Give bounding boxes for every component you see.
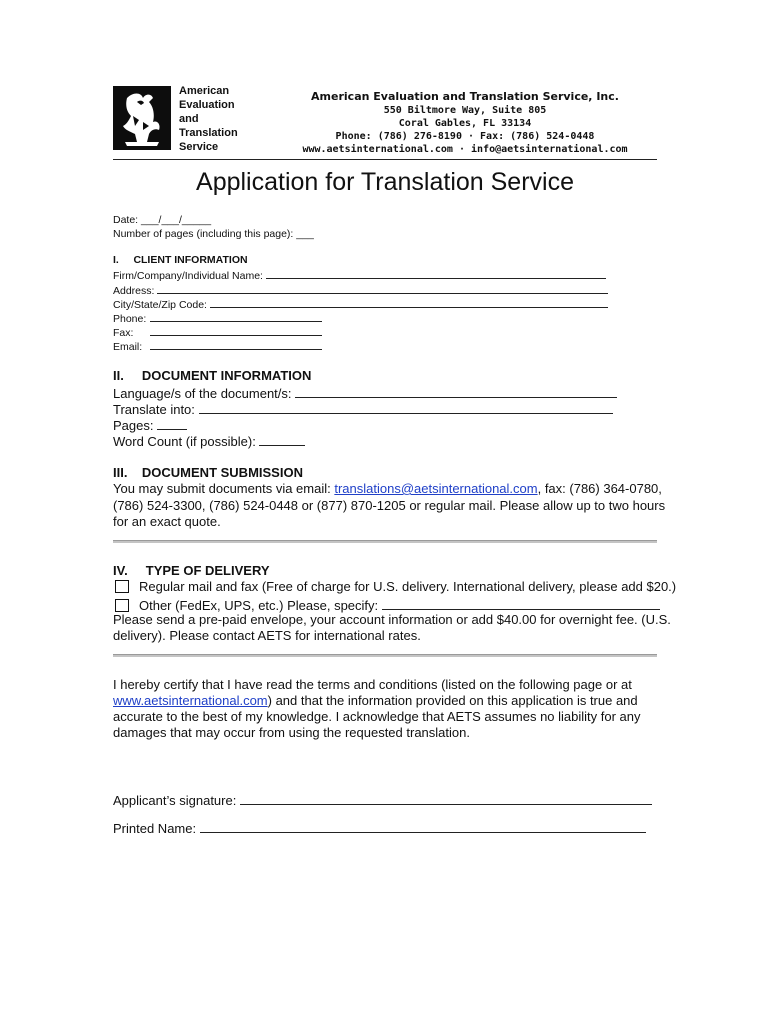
section-divider bbox=[113, 654, 657, 657]
firm-name-row bbox=[113, 267, 606, 283]
submission-text-line1 bbox=[113, 481, 662, 497]
company-name: American Evaluation and Translation Service, Inc. bbox=[311, 90, 619, 103]
delivery-note-line1: Please send a pre-paid envelope, your account information or add $40.00 for overnight fee. (U.S. bbox=[113, 612, 671, 627]
submission-text: You may submit documents via email: bbox=[113, 481, 335, 496]
delivery-note-line2: delivery). Please contact AETS for international rates. bbox=[113, 628, 421, 643]
company-web-email: www.aetsinternational.com · info@aetsinternational.com bbox=[302, 144, 628, 155]
phone-label: Phone: bbox=[113, 313, 147, 325]
logo-line: Translation bbox=[179, 127, 238, 139]
regular-mail-checkbox[interactable] bbox=[115, 580, 129, 593]
page-count-row bbox=[113, 227, 314, 241]
city-state-zip-label: City/State/Zip Code: bbox=[113, 299, 207, 311]
certify-line1: I hereby certify that I have read the terms and conditions (listed on the following page or at bbox=[113, 677, 632, 692]
logo-wordmark bbox=[179, 84, 238, 154]
word-count-label: Word Count (if possible): bbox=[113, 434, 256, 449]
page-title: Application for Translation Service bbox=[196, 168, 574, 196]
section-number: IV. bbox=[113, 563, 128, 578]
company-address-line2: Coral Gables, FL 33134 bbox=[398, 118, 532, 129]
printed-name-label: Printed Name: bbox=[113, 821, 197, 836]
logo-line: and bbox=[179, 113, 199, 125]
phone-field[interactable] bbox=[150, 310, 322, 322]
other-delivery-field[interactable] bbox=[382, 596, 660, 610]
language-field[interactable] bbox=[295, 384, 617, 398]
submission-text-line2: (786) 524-3300, (786) 524-0448 or (877) 870-1205 or regular mail. Please allow up to two hours bbox=[113, 498, 666, 513]
other-delivery-checkbox[interactable] bbox=[115, 599, 129, 612]
pages-field[interactable] bbox=[157, 416, 187, 430]
aets-website-link[interactable]: www.aetsinternational.com bbox=[113, 693, 268, 708]
section-title: CLIENT INFORMATION bbox=[133, 254, 248, 266]
section-number: II. bbox=[113, 368, 124, 383]
address-field[interactable] bbox=[157, 282, 608, 294]
fax-field[interactable] bbox=[150, 324, 322, 336]
printed-name-row bbox=[113, 819, 646, 837]
translate-into-row bbox=[113, 400, 613, 418]
signature-field[interactable] bbox=[240, 791, 652, 805]
certify-line2 bbox=[113, 693, 638, 709]
delivery-section-heading bbox=[113, 563, 270, 579]
delivery-option-regular bbox=[115, 579, 676, 595]
section-title: DOCUMENT SUBMISSION bbox=[141, 465, 303, 480]
email-field[interactable] bbox=[150, 338, 322, 350]
client-section-heading bbox=[113, 253, 248, 267]
firm-name-label: Firm/Company/Individual Name: bbox=[113, 270, 263, 282]
page-count-field[interactable]: ___ bbox=[296, 228, 314, 240]
logo-line: Evaluation bbox=[179, 99, 235, 111]
translations-email-link[interactable]: translations@aetsinternational.com bbox=[334, 481, 538, 496]
address-label: Address: bbox=[113, 285, 155, 297]
section-title: DOCUMENT INFORMATION bbox=[141, 368, 312, 383]
certify-line4: damages that may occur from using the requested translation. bbox=[113, 725, 470, 740]
signature-row bbox=[113, 791, 652, 809]
option-label: Other (FedEx, UPS, etc.) Please, specify: bbox=[139, 598, 379, 613]
date-row bbox=[113, 213, 211, 227]
eagle-logo-icon bbox=[113, 86, 171, 150]
logo-line: American bbox=[179, 85, 230, 97]
page-count-label: Number of pages (including this page): bbox=[113, 228, 294, 240]
submission-text-line3: for an exact quote. bbox=[113, 514, 221, 529]
pages-label: Pages: bbox=[113, 418, 154, 433]
word-count-row bbox=[113, 432, 305, 450]
section-number: I. bbox=[113, 254, 119, 266]
email-label: Email: bbox=[113, 341, 143, 353]
section-number: III. bbox=[113, 465, 128, 480]
signature-label: Applicant’s signature: bbox=[113, 793, 237, 808]
section-title: TYPE OF DELIVERY bbox=[145, 563, 270, 578]
option-label: Regular mail and fax (Free of charge for U.S. delivery. International delivery, please add $20.) bbox=[139, 579, 677, 594]
submission-section-heading bbox=[113, 465, 303, 481]
certify-text: ) and that the information provided on this application is true and bbox=[267, 693, 638, 708]
company-phone-fax: Phone: (786) 276-8190 · Fax: (786) 524-0448 bbox=[335, 131, 595, 142]
language-label: Language/s of the document/s: bbox=[113, 386, 292, 401]
fax-label: Fax: bbox=[113, 327, 134, 339]
section-divider bbox=[113, 540, 657, 543]
translate-into-label: Translate into: bbox=[113, 402, 195, 417]
header-divider bbox=[113, 159, 657, 160]
email-row bbox=[113, 338, 322, 354]
word-count-field[interactable] bbox=[259, 432, 305, 446]
submission-text: , fax: (786) 364-0780, bbox=[537, 481, 662, 496]
company-info bbox=[290, 90, 640, 156]
date-field[interactable]: ___/___/_____ bbox=[141, 214, 212, 226]
date-label: Date: bbox=[113, 214, 139, 226]
document-section-heading bbox=[113, 368, 311, 384]
company-address-line1: 550 Biltmore Way, Suite 805 bbox=[383, 105, 547, 116]
certify-line3: accurate to the best of my knowledge. I acknowledge that AETS assumes no liability for any bbox=[113, 709, 641, 724]
firm-name-field[interactable] bbox=[266, 267, 606, 279]
printed-name-field[interactable] bbox=[200, 819, 646, 833]
translate-into-field[interactable] bbox=[199, 400, 613, 414]
city-state-zip-field[interactable] bbox=[210, 296, 608, 308]
logo-emblem bbox=[113, 86, 171, 150]
logo-line: Service bbox=[179, 141, 219, 153]
